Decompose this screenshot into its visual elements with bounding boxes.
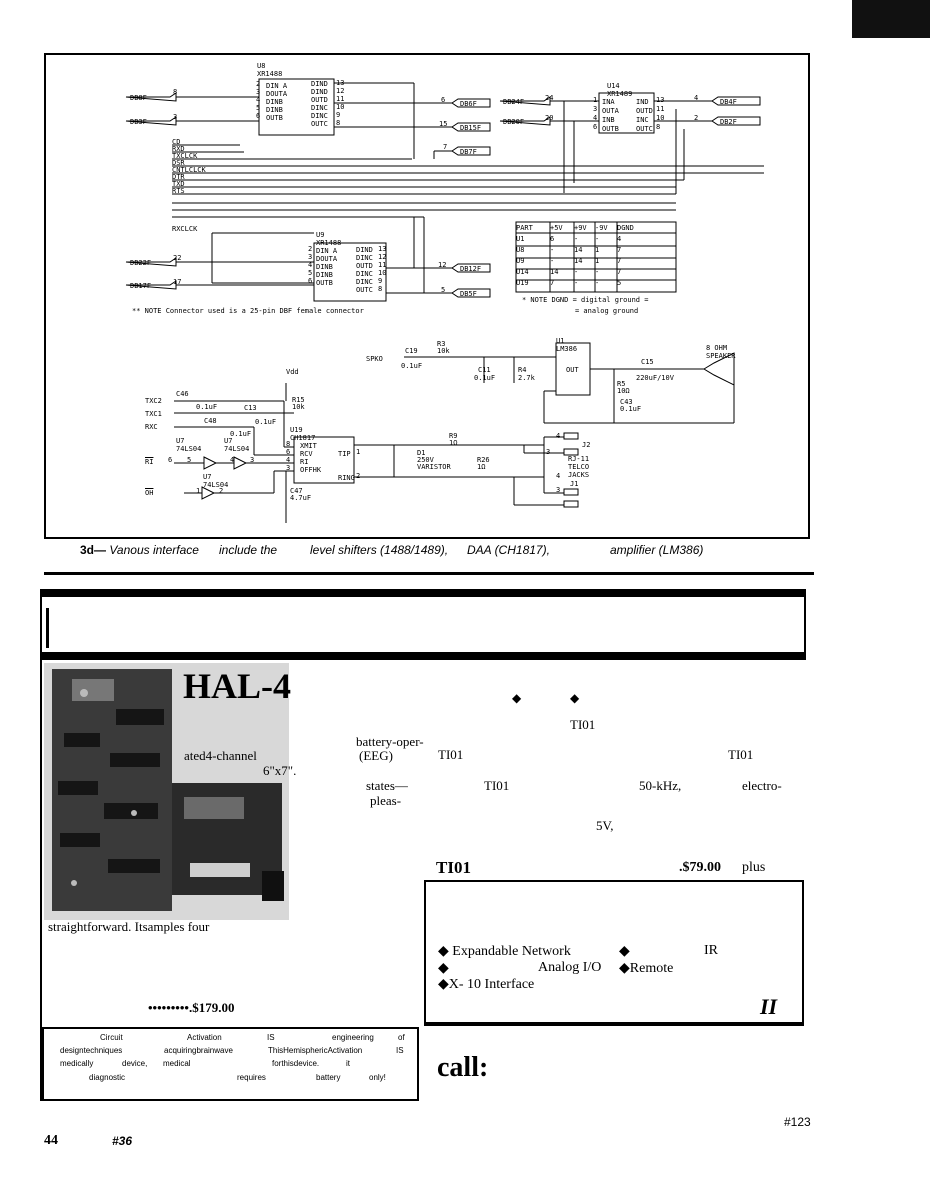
connector-db22f-pin: 22 bbox=[173, 254, 182, 262]
table-cell: 1 bbox=[595, 257, 600, 265]
u9-ref: U9 bbox=[316, 231, 325, 239]
connector-db6f-pin: 6 bbox=[441, 96, 446, 104]
u8-pin-num-right: 11 bbox=[336, 95, 345, 103]
u19-pin: RI bbox=[300, 458, 309, 466]
r3-label: R3 bbox=[437, 340, 446, 348]
r5-value: 10Ω bbox=[617, 387, 630, 395]
connector-db12f: DB12F bbox=[460, 265, 482, 273]
u14-pin-num-right: 11 bbox=[656, 105, 665, 113]
c47-label: C47 bbox=[290, 487, 303, 495]
ri-label: $\overline{RI}$ bbox=[145, 458, 154, 466]
connector-db2f-pin: 2 bbox=[694, 114, 699, 122]
u9-pin-num: 5 bbox=[308, 269, 313, 277]
disclaimer-word: it bbox=[346, 1059, 350, 1068]
u14-pin-num: 1 bbox=[593, 96, 598, 104]
u9-pin-right: OUTC bbox=[356, 286, 373, 294]
r9-value: 1Ω bbox=[449, 439, 458, 447]
rj11-label: RJ-11 TELCO JACKS bbox=[568, 455, 590, 479]
u9-pin-right: DINC bbox=[356, 254, 373, 262]
table-cell: - bbox=[574, 279, 579, 287]
u14-pin-num: 6 bbox=[593, 123, 598, 131]
jack-pin: 3 bbox=[546, 448, 551, 456]
table-cell: 14 bbox=[550, 268, 559, 276]
u7-ref: U7 bbox=[203, 473, 212, 481]
u9-pin-left: DINB bbox=[316, 271, 333, 279]
caption-lead: 3d— bbox=[80, 543, 107, 557]
u1-ref: U1 bbox=[556, 337, 565, 345]
u14-pin-left: INA bbox=[602, 98, 615, 106]
feature-item: ◆X- 10 Interface bbox=[438, 977, 535, 992]
signal-label: RTS bbox=[172, 187, 185, 195]
signal-label: CNTLCLCK bbox=[172, 166, 206, 174]
ad-text-fragment: TI01 bbox=[570, 717, 596, 732]
r3-value: 10k bbox=[437, 347, 450, 355]
d1-value: 250V bbox=[417, 456, 434, 464]
disclaimer-word: medical bbox=[163, 1059, 191, 1068]
u1-out: OUT bbox=[566, 366, 579, 374]
connector-db24f-pin: 24 bbox=[545, 94, 554, 102]
u19-pin-num: 4 bbox=[286, 456, 291, 464]
j2-label: J2 bbox=[582, 441, 591, 449]
ti01-price: .$79.00 bbox=[679, 860, 721, 875]
c48-label: C48 bbox=[204, 417, 217, 425]
u9-pin-left: DOUTA bbox=[316, 255, 338, 263]
table-cell: - bbox=[595, 279, 600, 287]
u8-ref: U8 bbox=[257, 62, 266, 70]
u14-part: XR1489 bbox=[607, 90, 633, 98]
table-cell: 1 bbox=[595, 246, 600, 254]
d1-label: D1 bbox=[417, 449, 426, 457]
u19-pin-num: 3 bbox=[286, 464, 291, 472]
u8-pin-right: DIND bbox=[311, 88, 328, 96]
u9-pin-right: DINC bbox=[356, 278, 373, 286]
u1-part: LM386 bbox=[556, 345, 578, 353]
r4-label: R4 bbox=[518, 366, 527, 374]
caption-text: DAA (CH1817), bbox=[467, 543, 550, 557]
u19-part: CH1817 bbox=[290, 434, 316, 442]
u9-pin-right: DINC bbox=[356, 270, 373, 278]
table-cell: - bbox=[574, 235, 579, 243]
u19-pin: OFFHK bbox=[300, 466, 322, 474]
table-cell: - bbox=[595, 268, 600, 276]
connector-db20f-pin: 20 bbox=[545, 114, 554, 122]
u8-pin-left: OUTB bbox=[266, 114, 283, 122]
u8-pin-num: 2 bbox=[256, 80, 261, 88]
ad-mid-bar bbox=[40, 652, 806, 660]
connector-db15f: DB15F bbox=[460, 124, 482, 132]
c15-label: C15 bbox=[641, 358, 654, 366]
ad-text-fragment: 50-kHz, bbox=[639, 778, 682, 793]
feature-item: ◆ Expandable Network bbox=[438, 944, 571, 959]
u14-pin-num: 3 bbox=[593, 105, 598, 113]
u14-ref: U14 bbox=[607, 82, 620, 90]
disclaimer-word: Activation bbox=[187, 1033, 222, 1042]
u8-part: XR1488 bbox=[257, 70, 283, 78]
issue-number: #36 bbox=[112, 1134, 133, 1148]
table-header: PART bbox=[516, 224, 533, 232]
u9-pin-num: 2 bbox=[308, 245, 313, 253]
feature-item: Analog I/O bbox=[538, 960, 602, 975]
u14-pin-left: OUTB bbox=[602, 125, 619, 133]
r26-value: 1Ω bbox=[477, 463, 486, 471]
disclaimer-word: IS bbox=[267, 1033, 275, 1042]
u8-pin-left: DINB bbox=[266, 98, 283, 106]
ad-text-fragment: (EEG) bbox=[359, 748, 393, 763]
feature-item: ◆ bbox=[619, 944, 630, 959]
u9-pin-num-right: 11 bbox=[378, 261, 387, 269]
u14-pin-left: INB bbox=[602, 116, 615, 124]
u8-pin-num: 3 bbox=[256, 88, 261, 96]
u7-ref: U7 bbox=[224, 437, 233, 445]
hal4-price: •••••••••.$179.00 bbox=[148, 1000, 235, 1015]
ad-headline: HAL-4 bbox=[183, 666, 291, 706]
caption-text: Vanous interface bbox=[109, 543, 199, 557]
u7-part: 74LS04 bbox=[224, 445, 250, 453]
u14-pin-right: OUTD bbox=[636, 107, 653, 115]
u9-pin-left: OUTB bbox=[316, 279, 333, 287]
pin-label: 3 bbox=[250, 456, 255, 464]
connector-db6f: DB6F bbox=[460, 100, 477, 108]
u14-pin-num-right: 8 bbox=[656, 123, 661, 131]
u7-ref: U7 bbox=[176, 437, 185, 445]
ad-text-fragment: electro- bbox=[742, 778, 782, 793]
call-label: call: bbox=[437, 1052, 489, 1083]
u9-pin-right: DIND bbox=[356, 246, 373, 254]
caption-text: include the bbox=[219, 543, 278, 557]
table-cell: 14 bbox=[574, 257, 583, 265]
caption-text: level shifters (1488/1489), bbox=[310, 543, 449, 557]
connector-db7f: DB7F bbox=[460, 148, 477, 156]
c11-value: 0.1uF bbox=[474, 374, 496, 382]
u9-pin-num-right: 9 bbox=[378, 277, 383, 285]
rxc-label: RXC bbox=[145, 423, 158, 431]
connector-db17f: DB17F bbox=[130, 282, 152, 290]
u8-pin-num-right: 8 bbox=[336, 119, 341, 127]
rxclk-label: RXCLCK bbox=[172, 225, 198, 233]
u19-ref: U19 bbox=[290, 426, 303, 434]
jack-pin: 4 bbox=[556, 432, 561, 440]
u19-pin: XMIT bbox=[300, 442, 317, 450]
r9-label: R9 bbox=[449, 432, 458, 440]
ground-note-analog: = analog ground bbox=[575, 307, 639, 315]
feature-item: IR bbox=[704, 943, 718, 958]
ad-text-fragment: straightforward. Itsamples four bbox=[48, 919, 210, 934]
table-cell: 4 bbox=[617, 235, 622, 243]
u7-part: 74LS04 bbox=[176, 445, 202, 453]
u8-pin-right: DINC bbox=[311, 104, 328, 112]
u9-pin-num-right: 8 bbox=[378, 285, 383, 293]
disclaimer-word: engineering bbox=[332, 1033, 374, 1042]
u14-pin-right: INC bbox=[636, 116, 649, 124]
c13-value: 0.1uF bbox=[255, 418, 277, 426]
connector-note: ** NOTE Connector used is a 25-pin DBF female connector bbox=[132, 307, 364, 315]
u9-pin-num-right: 13 bbox=[378, 245, 387, 253]
ad-text-fragment: battery-oper- bbox=[356, 734, 424, 749]
table-cell: - bbox=[595, 235, 600, 243]
disclaimer-word: ThisHemisphericActivation bbox=[268, 1046, 363, 1055]
diamond-bullet: ◆ bbox=[512, 691, 522, 705]
txc1-label: TXC1 bbox=[145, 410, 162, 418]
u8-pin-num-right: 13 bbox=[336, 79, 345, 87]
jack-pin: 3 bbox=[556, 486, 561, 494]
u8-pin-left: DIN A bbox=[266, 82, 288, 90]
u19-pin-num-right: 1 bbox=[356, 448, 361, 456]
disclaimer-word: forthisdevice. bbox=[272, 1059, 320, 1068]
signal-label: RXD bbox=[172, 145, 185, 153]
u9-pin-num: 4 bbox=[308, 261, 313, 269]
ad-text-fragment: TI01 bbox=[438, 747, 464, 762]
u8-pin-num-right: 10 bbox=[336, 103, 345, 111]
reader-service-number: #123 bbox=[784, 1115, 811, 1129]
speaker-label: 8 OHM SPEAKER bbox=[706, 344, 736, 360]
spko-label: SPKO bbox=[366, 355, 383, 363]
varistor-label: VARISTOR bbox=[417, 463, 451, 471]
r5-label: R5 bbox=[617, 380, 626, 388]
connector-db4f-pin: 4 bbox=[694, 94, 699, 102]
u14-pin-left: OUTA bbox=[602, 107, 619, 115]
pin-label: 2 bbox=[219, 487, 224, 495]
r15-value: 10k bbox=[292, 403, 305, 411]
u8-pin-num: 5 bbox=[256, 104, 261, 112]
signal-label: DTR bbox=[172, 173, 185, 181]
pin-label: 1 bbox=[196, 487, 201, 495]
disclaimer-word: Circuit bbox=[100, 1033, 123, 1042]
r4-value: 2.7k bbox=[518, 374, 535, 382]
disclaimer-word: acquiringbrainwave bbox=[164, 1046, 233, 1055]
u8-pin-right: OUTC bbox=[311, 120, 328, 128]
connector-db8f: DB8F bbox=[130, 94, 147, 102]
connector-db7f-pin: 7 bbox=[443, 143, 448, 151]
ad-text-fragment: 5V, bbox=[596, 818, 614, 833]
table-header: DGND bbox=[617, 224, 634, 232]
ad-text-fragment: plus bbox=[742, 860, 766, 875]
u9-pin-left: DIN A bbox=[316, 247, 338, 255]
section-divider bbox=[44, 572, 814, 575]
table-cell: 7 bbox=[550, 279, 555, 287]
table-cell: 5 bbox=[617, 279, 622, 287]
c47-value: 4.7uF bbox=[290, 494, 312, 502]
j1-label: J1 bbox=[570, 480, 579, 488]
jack-pin: 4 bbox=[556, 472, 561, 480]
u9-pin-num-right: 10 bbox=[378, 269, 387, 277]
table-cell: - bbox=[550, 246, 555, 254]
signal-label: TXCLCK bbox=[172, 152, 198, 160]
u8-pin-num: 6 bbox=[256, 112, 261, 120]
table-cell: U1 bbox=[516, 235, 525, 243]
disclaimer-word: IS bbox=[396, 1046, 404, 1055]
ad-text-fragment: TI01 bbox=[728, 747, 754, 762]
pin-label: 4 bbox=[230, 456, 235, 464]
u7-part: 74LS04 bbox=[203, 481, 229, 489]
connector-db24f: DB24F bbox=[503, 98, 525, 106]
oh-label: $\overline{OH}$ bbox=[145, 489, 154, 497]
c46-value: 0.1uF bbox=[196, 403, 218, 411]
u8-pin-left: DOUTA bbox=[266, 90, 288, 98]
ad-border-left bbox=[40, 597, 42, 1101]
table-cell: U14 bbox=[516, 268, 529, 276]
connector-db12f-pin: 12 bbox=[438, 261, 447, 269]
u19-pin-num: 6 bbox=[286, 448, 291, 456]
u14-pin-right: IND bbox=[636, 98, 649, 106]
c43-value: 0.1uF bbox=[620, 405, 642, 413]
table-cell: 14 bbox=[574, 246, 583, 254]
signal-label: CD bbox=[172, 138, 181, 146]
u14-pin-num-right: 10 bbox=[656, 114, 665, 122]
ad-bracket bbox=[46, 608, 49, 648]
u9-pin-num: 3 bbox=[308, 253, 313, 261]
u19-pin-right: TIP bbox=[338, 450, 351, 458]
ad-border-right bbox=[804, 597, 806, 652]
c48-value: 0.1uF bbox=[230, 430, 252, 438]
u19-pin: RCV bbox=[300, 450, 313, 458]
connector-db22f: DB22F bbox=[130, 259, 152, 267]
power-table bbox=[516, 223, 676, 289]
u8-pin-right: DIND bbox=[311, 80, 328, 88]
u19-pin-right: RING bbox=[338, 474, 355, 482]
ground-note: * NOTE DGND = digital ground = bbox=[522, 296, 649, 304]
u14-pin-right: OUTC bbox=[636, 125, 653, 133]
u19-pin-num-right: 2 bbox=[356, 472, 361, 480]
c13-label: C13 bbox=[244, 404, 257, 412]
u8-pin-right: DINC bbox=[311, 112, 328, 120]
table-cell: U19 bbox=[516, 279, 529, 287]
disclaimer-word: only! bbox=[369, 1073, 386, 1082]
disclaimer-word: of bbox=[398, 1033, 405, 1042]
connector-db15f-pin: 15 bbox=[439, 120, 448, 128]
u8-pin-num-right: 9 bbox=[336, 111, 341, 119]
u9-part: XR1488 bbox=[316, 239, 342, 247]
diamond-bullet: ◆ bbox=[570, 691, 580, 705]
u8-pin-right: OUTD bbox=[311, 96, 328, 104]
feature-box-underline bbox=[424, 1022, 804, 1025]
r26-label: R26 bbox=[477, 456, 490, 464]
u9-pin-num: 6 bbox=[308, 277, 313, 285]
ad-top-bar bbox=[40, 589, 806, 597]
c46-label: C46 bbox=[176, 390, 189, 398]
table-cell: - bbox=[550, 257, 555, 265]
u8-pin-num-right: 12 bbox=[336, 87, 345, 95]
ad-text-fragment: ated4-channel bbox=[184, 748, 257, 763]
connector-db5f: DB5F bbox=[460, 290, 477, 298]
c15-value: 220uF/10V bbox=[636, 374, 674, 382]
connector-db20f: DB20F bbox=[503, 118, 525, 126]
feature-item: ◆ bbox=[438, 961, 449, 976]
corner-tab bbox=[852, 0, 930, 38]
table-cell: U9 bbox=[516, 257, 525, 265]
ad-text-fragment: TI01 bbox=[484, 778, 510, 793]
ad-text-fragment: states— bbox=[366, 778, 408, 793]
u9-pin-right: OUTD bbox=[356, 262, 373, 270]
disclaimer-word: designtechniques bbox=[60, 1046, 123, 1055]
caption-text: amplifier (LM386) bbox=[610, 543, 704, 557]
table-cell: - bbox=[574, 268, 579, 276]
connector-db8f-pin: 8 bbox=[173, 88, 178, 96]
disclaimer-word: battery bbox=[316, 1073, 341, 1082]
c43-label: C43 bbox=[620, 398, 633, 406]
vdd-label: Vdd bbox=[286, 368, 299, 376]
c11-label: C11 bbox=[478, 366, 491, 374]
table-cell: 6 bbox=[550, 235, 555, 243]
connector-db3f-pin: 3 bbox=[173, 113, 178, 121]
connector-db4f: DB4F bbox=[720, 98, 737, 106]
u8-pin-num: 4 bbox=[256, 96, 261, 104]
connector-db3f: DB3F bbox=[130, 118, 147, 126]
disclaimer-word: device, bbox=[122, 1059, 148, 1068]
ad-text-fragment: pleas- bbox=[370, 793, 402, 808]
pin-label: 6 bbox=[168, 456, 173, 464]
table-header: -9V bbox=[595, 224, 608, 232]
u9-pin-left: DINB bbox=[316, 263, 333, 271]
c19-value: 0.1uF bbox=[401, 362, 423, 370]
connector-db17f-pin: 17 bbox=[173, 278, 182, 286]
signal-label: DSR bbox=[172, 159, 185, 167]
feature-item: ◆Remote bbox=[619, 961, 674, 976]
r15-label: R15 bbox=[292, 396, 305, 404]
txc2-label: TXC2 bbox=[145, 397, 162, 405]
disclaimer-word: diagnostic bbox=[89, 1073, 126, 1082]
connector-db5f-pin: 5 bbox=[441, 286, 446, 294]
page-number: 44 bbox=[44, 1133, 58, 1148]
table-header: +9V bbox=[574, 224, 587, 232]
u8-pin-left: DINB bbox=[266, 106, 283, 114]
table-cell: U8 bbox=[516, 246, 525, 254]
ti01-product-name: TI01 bbox=[436, 858, 471, 877]
u19-pin-num: 8 bbox=[286, 440, 291, 448]
ad-text-fragment: 6"x7". bbox=[263, 763, 297, 778]
pin-label: 5 bbox=[187, 456, 192, 464]
c19-label: C19 bbox=[405, 347, 418, 355]
signal-label: TXD bbox=[172, 180, 185, 188]
u9-pin-num-right: 12 bbox=[378, 253, 387, 261]
table-cell: 7 bbox=[617, 257, 622, 265]
figure-caption bbox=[80, 543, 199, 557]
u14-pin-num: 4 bbox=[593, 114, 598, 122]
product-roman-numeral: II bbox=[760, 994, 778, 1019]
table-cell: 7 bbox=[617, 246, 622, 254]
disclaimer-word: medically bbox=[60, 1059, 94, 1068]
table-cell: 7 bbox=[617, 268, 622, 276]
table-header: +5V bbox=[550, 224, 563, 232]
connector-db2f: DB2F bbox=[720, 118, 737, 126]
u14-pin-num-right: 13 bbox=[656, 96, 665, 104]
disclaimer-word: requires bbox=[237, 1073, 266, 1082]
